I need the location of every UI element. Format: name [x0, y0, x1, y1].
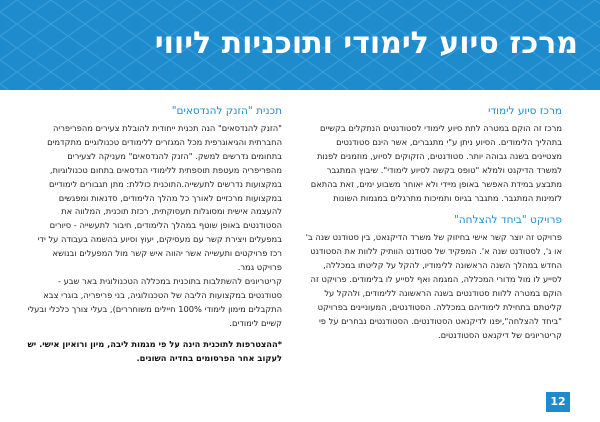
page-title: מרכז סיוע לימודי ותוכניות ליווי	[154, 26, 578, 61]
engineers-criteria-paragraph: קריטריונים להשתלבות בתוכנית במכללה הטכנולוגית באר שבע - סטודנטים במקצועות הליבה של הטכנולוגיה, בני פריפריה, בוגרי צבא התקבלים מימון לימודי 100% חיילים משוחררים), בעלי צורך כלכלי ובעלי קשיים לימודים.	[27, 275, 282, 328]
section-heading-together-to-success: פרויקט "ביחד להצלחה"	[453, 214, 562, 227]
header-banner	[0, 0, 600, 90]
engineers-program-paragraph: "הזנק להנדסאים" הנה תכנית ייחודית להובלת צעירים מהפריפריה החברתית והגיאוגרפית מכל המגזרים ללימודים טכנולוגיים מתקדמים בתחומים נדרשים למשק. "הזנק להנדסאים" מעניקה לצעירים מהפריפריה מעטפת תוספתית ללימודי הנדסאים בתחום טכנולוגיות, במקצועות נדרשים לתעשייה.התוכנית כוללת: מתן תגבורים לימודיים במקצועות מרכזיים לאורך כל מהלך הלימודים, סדנאות ומפגשים להעצמה אישית ומסוגלות תעסוקתית, רכזת תוכנית, המלווה את הסטודנטים באופן שוטף במהלך הלימודים, חיבור לתעשייה - סיורים במפעלים ויצירת קשר עם מעסיקים, יעוץ וסיוע בהשמה בעבודה על ידי רכז פרויקטים ותעשייה אשר יהווה איש קשר מול המפעלים ובנושא פרויקט גמר.	[37, 123, 282, 273]
left-column	[26, 104, 282, 365]
page-number: 12	[546, 392, 570, 412]
right-column	[304, 104, 562, 343]
learning-support-paragraph: מרכז זה הוקם במטרה לתת סיוע לימודי לסטודנטים הנתקלים בקשיים בתהליך הלימודים. הסיוע ניתן ע"י מתגברים, אשר הינם סטודנטים מצטיינים בשנה גבוהה יותר. סטודנטים, הזקוקים לסיוע, מוזמנים לפנות למשרד הדיקנט ולמלא "טופס בקשה לסיוע לימודי". שיבוץ המתגבר מתבצע במידת האפשר באופן מיידי ולא יאוחר משבוע ימים, זאת בהתאם לזמינות המתגבר. מתגבר בגיוס ותמיכות מתרגלים במגמות השונות	[310, 123, 562, 203]
together-to-success-paragraph: פרויקט זה יוצר קשר אישי בחיזוק של משרד הדיקנאט, בין סטודנט שנה ב' או ג', לסטודנט שנה א'. המפקיד של סטודנט הוותיק ללוות את הסטודנט החדש במהלך השנה הראשונה ללימודיו, להקל על קליטתו במכללה, לסייע לו מול מדורי המכללה, המגמה ואף לסייע לו בלימודים. פרויקט זה הוקם במטרה ללוות סטודנטים בשנה הראשונה ללימודים, ולהקל על קליטתם בתחילת לימודיהם במכללה. הסטודנטים, המעוניינים בפרויקט "ביחד להצלחה",יפנו לדיקנאט הסטודנטים. הסטודנטים נבחרים על פי קריטריונים של דיקנאט הסטודנטים.	[305, 232, 562, 340]
engineers-program-note: *ההצטרפות לתוכנית הינה על פי מגמות ליבה, מיון ורואיון אישי. יש לעקוב אחר הפרסומים בחדיה השונים.	[27, 338, 282, 363]
section-heading-learning-support: מרכז סיוע לימודי	[488, 105, 562, 117]
section-heading-engineers-program: תכנית "הזנק להנדסאים"	[171, 105, 282, 117]
